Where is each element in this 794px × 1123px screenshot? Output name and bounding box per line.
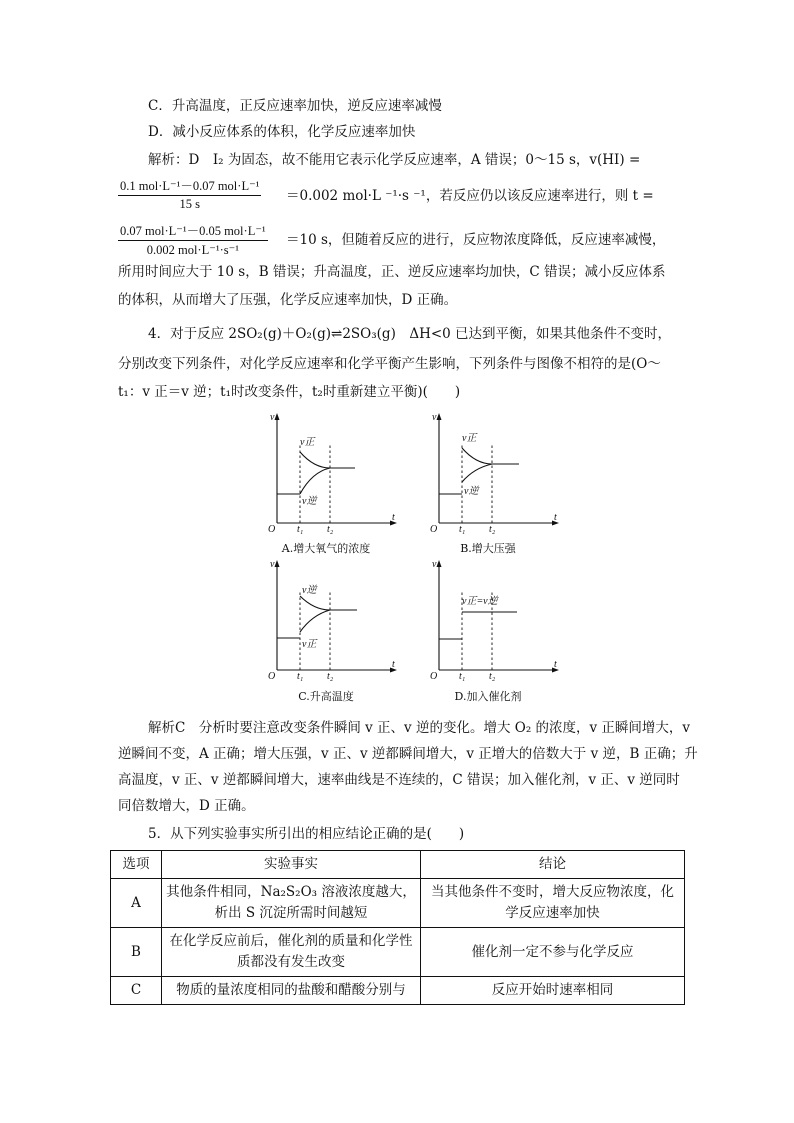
- table-cell-option: C: [111, 977, 162, 1005]
- table-cell-fact: [162, 928, 421, 977]
- table-row: [111, 977, 685, 1005]
- y-axis-arrow: [275, 413, 280, 420]
- reverse-curve: [300, 468, 330, 494]
- lower-curve-label: v逆: [302, 496, 317, 507]
- explanation3-line1: 解析：D I₂ 为固态，故不能用它表示化学反应速率，A 错误；0～15 s，v(HI) =: [148, 152, 641, 168]
- table-cell-option: A: [111, 879, 162, 928]
- question4-line2: 分别改变下列条件，对化学反应速率和化学平衡产生影响，下列条件与图像不相符的是(O～: [118, 356, 661, 372]
- fraction-time-numerator: 0.07 mol·L⁻¹－0.05 mol·L⁻¹: [118, 221, 268, 241]
- explanation4-line2: 逆瞬间不变，A 正确；增大压强，v 正、v 逆都瞬间增大，v 正增大的倍数大于 v 逆，B 正确；升: [118, 746, 698, 762]
- origin-label: O: [430, 671, 438, 682]
- fraction-rate-numerator: 0.1 mol·L⁻¹－0.07 mol·L⁻¹: [118, 176, 261, 196]
- fraction-time: [118, 221, 268, 258]
- graph-c: [262, 555, 402, 684]
- table-cell-option: B: [111, 928, 162, 977]
- graph-c-caption: C.升高温度: [298, 690, 354, 703]
- explanation4-line4: 同倍数增大，D 正确。: [118, 798, 255, 814]
- graph-a-caption: A.增大氧气的浓度: [281, 542, 371, 555]
- fraction-time-denominator: 0.002 mol·L⁻¹·s⁻¹: [146, 243, 239, 257]
- option-d: D．减小反应体系的体积，化学反应速率加快: [148, 124, 416, 140]
- y-axis-arrow: [275, 560, 280, 567]
- experiment-table: [110, 850, 685, 1005]
- explanation4-line1: 解析C 分析时要注意改变条件瞬间 v 正、v 逆的变化。增大 O₂ 的浓度，v 正瞬间增大，v: [148, 720, 691, 736]
- t1-label: t₁: [297, 671, 304, 682]
- lower-curve-label: v逆: [464, 486, 479, 497]
- upper-curve-label: v正: [300, 437, 315, 448]
- table-header-cell: 实验事实: [162, 851, 421, 879]
- explanation3-line2-rest: ＝0.002 mol·L ⁻¹·s ⁻¹，若反应仍以该反应速率进行，则 t =: [286, 188, 654, 204]
- t2-label: t₂: [489, 524, 496, 535]
- upper-curve-label: v正=v逆: [462, 596, 498, 607]
- table-cell-fact: [162, 879, 421, 928]
- fraction-rate: [118, 176, 261, 212]
- upper-curve-label: v正: [462, 433, 477, 444]
- upper-curve-label: v逆: [302, 585, 317, 596]
- explanation4-line3: 高温度，v 正、v 逆都瞬间增大，速率曲线是不连续的，C 错误；加入催化剂，v 正、v 逆同时: [118, 772, 680, 788]
- t2-label: t₂: [327, 524, 334, 535]
- axis-label-v: v: [432, 559, 437, 570]
- table-header-cell: 结论: [421, 851, 685, 879]
- explanation3-line3-rest: ＝10 s，但随着反应的进行，反应物浓度降低，反应速率减慢，: [286, 232, 666, 248]
- graph-b-caption: B.增大压强: [460, 542, 516, 555]
- graph-a: [262, 408, 402, 537]
- forward-curve: [300, 610, 330, 632]
- t1-label: t₁: [459, 524, 466, 535]
- fact-line: 其他条件相同，Na₂S₂O₃ 溶液浓度越大，: [166, 884, 416, 900]
- lower-curve-label: v正: [302, 639, 317, 650]
- graph-d: [424, 555, 564, 684]
- t2-label: t₂: [489, 671, 496, 682]
- graph-b: [424, 408, 564, 537]
- axis-label-t: t: [392, 512, 395, 523]
- table-header-row: [111, 851, 685, 879]
- explanation3-line4: 所用时间应大于 10 s，B 错误；升高温度，正、逆反应速率均加快，C 错误；减小反应体系: [118, 264, 666, 280]
- origin-label: O: [268, 524, 276, 535]
- reverse-curve: [300, 596, 357, 610]
- axis-label-t: t: [554, 512, 557, 523]
- table-row: [111, 928, 685, 977]
- forward-curve: [300, 452, 355, 468]
- y-axis-arrow: [437, 413, 442, 420]
- axis-label-v: v: [270, 559, 275, 570]
- origin-label: O: [430, 524, 438, 535]
- axis-label-t: t: [392, 659, 395, 670]
- conclusion-line: 当其他条件不变时，增大反应物浓度，化: [431, 884, 674, 900]
- table-cell-conclusion: 反应开始时速率相同: [421, 977, 685, 1005]
- conclusion-line: 学反应速率加快: [505, 905, 600, 921]
- table-row: [111, 879, 685, 928]
- question4-line3: t₁：v 正＝v 逆；t₁时改变条件，t₂时重新建立平衡)( ): [118, 384, 461, 400]
- t2-label: t₂: [327, 671, 334, 682]
- axis-label-t: t: [554, 659, 557, 670]
- t1-label: t₁: [297, 524, 304, 535]
- forward-curve: [462, 448, 519, 464]
- reverse-curve: [462, 464, 492, 482]
- table-cell-fact: 物质的量浓度相同的盐酸和醋酸分别与: [162, 977, 421, 1005]
- axis-label-v: v: [432, 412, 437, 423]
- table-cell-conclusion: [421, 879, 685, 928]
- fraction-rate-denominator: 15 s: [179, 197, 200, 211]
- table-header-cell: 选项: [111, 851, 162, 879]
- t1-label: t₁: [459, 671, 466, 682]
- y-axis-arrow: [437, 560, 442, 567]
- question4-line1: 4．对于反应 2SO₂(g)＋O₂(g)⇌2SO₃(g) ΔH<0 已达到平衡，如果其他条件不变时，: [148, 326, 672, 342]
- fact-line: 在化学反应前后，催化剂的质量和化学性: [169, 933, 413, 949]
- explanation3-line5: 的体积，从而增大了压强，化学反应速率加快，D 正确。: [118, 292, 458, 308]
- axis-label-v: v: [270, 412, 275, 423]
- question5-stem: 5．从下列实验事实所引出的相应结论正确的是( ): [148, 826, 465, 842]
- option-c: C．升高温度，正反应速率加快，逆反应速率减慢: [148, 98, 442, 114]
- origin-label: O: [268, 671, 276, 682]
- graph-d-caption: D.加入催化剂: [454, 690, 522, 703]
- table-cell-conclusion: 催化剂一定不参与化学反应: [421, 928, 685, 977]
- fact-line: 质都没有发生改变: [237, 954, 345, 970]
- fact-line: 析出 S 沉淀所需时间越短: [214, 905, 368, 921]
